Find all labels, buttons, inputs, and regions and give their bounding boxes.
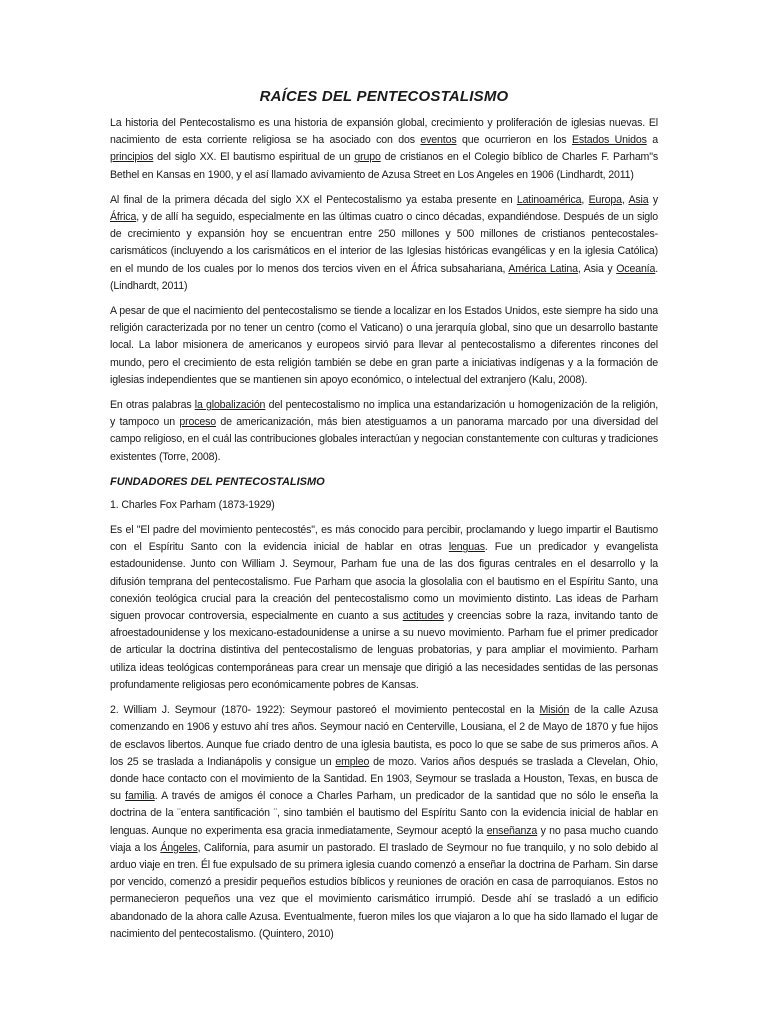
text: y no pasa mucho cuando viaja a los <box>110 824 658 854</box>
link-grupo[interactable]: grupo <box>354 151 381 164</box>
text: , <box>621 193 629 206</box>
text: . Fue un predicador y evangelista estadounidense. Junto con William J. Seymour, Parham fue una de las dos figuras centrales en el desarrollo y la difusión temprana del pentecostalismo. Fue Parham que asocia la glosolalia con el bautismo en el Espíritu Santo, una conexión teológica crucial para la creación del pentecostalismo como un movimiento distinto. Las ideas de Parham siguen provocar controversia, especialmente en cuanto a sus <box>110 541 658 623</box>
link-principios[interactable]: principios <box>110 151 154 164</box>
text: , y de allí ha seguido, especialmente en las últimas cuatro o cinco décadas, expandiéndose. Después de un siglo de crecimiento y expansión hoy se encuentran entre 250 millones y 500 millones de cristianos pentecostales-carismáticos (incluyendo a los carismáticos en el interior de las Iglesias históricas evangélicas y en la iglesia Católica) en el mundo de los cuales por lo menos dos tercios viven en el África subsahariana, <box>110 211 658 275</box>
text: Es el "El padre del movimiento pentecostés", es más conocido para percibir, proclamando y luego impartir el Bautismo con el Espíritu Santo con la evidencia inicial de hablar en otras <box>110 524 658 554</box>
link-estados-unidos[interactable]: Estados Unidos <box>571 134 647 147</box>
page-title: RAÍCES DEL PENTECOSTALISMO <box>259 88 509 105</box>
text: del siglo XX. El bautismo espiritual de un <box>153 151 355 164</box>
paragraph-1 <box>110 115 658 184</box>
text: y creencias sobre la raza, invitando tanto de afroestadounidense y los mexicano-estadounidense a unirse a su nuevo movimiento. Parham fue el primer predicador de articular la doctrina distintiva del pentecostalismo de lenguas probatorias, y para ampliar el movimiento. Parham utiliza ideas teológicas contemporáneas para crear un mensaje que dirigió a las necesidades sentidas de las personas profundamente religiosas pero económicamente pobres de Kansas. <box>110 610 658 691</box>
paragraph-3: A pesar de que el nacimiento del pentecostalismo se tiende a localizar en los Estados Unidos, este siempre ha sido una religión caracterizada por no tener un centro (como el Vaticano) o una jerarquía global, sino que un desarrollo bastante local. La labor misionera de americanos y europeos sirvió para llevar al pentecostalismo a diferentes rincones del mundo, pero el crecimiento de esta religión también se debe en gran parte a iniciativas indígenas y a la formación de iglesias independientes que se mantienen sin apoyo económico, o intelectual del extranjero (Kalu, 2008). <box>110 305 658 386</box>
link-europa[interactable]: Europa <box>588 193 622 206</box>
text: Al final de la primera década del siglo XX el Pentecostalismo ya estaba presente en <box>110 193 517 206</box>
text: de americanización, más bien atestiguamos a un panorama marcado por una diversidad del campo religioso, en el cuál las contribuciones globales interactúan y negocian constantemente con culturas y tradiciones existentes (Torre, 2008). <box>110 416 659 463</box>
text: La historia del Pentecostalismo es una historia de expansión global, crecimiento y proliferación de iglesias nuevas. El nacimiento de esta corriente religiosa se ha asociado con dos <box>110 117 658 147</box>
link-empleo[interactable]: empleo <box>335 755 370 768</box>
text: , <box>581 193 589 206</box>
link-la-globalizacion[interactable]: la globalización <box>194 399 266 412</box>
text: a <box>646 134 658 147</box>
paragraph-6 <box>110 702 658 943</box>
link-latinoamerica[interactable]: Latinoamérica <box>516 193 582 206</box>
link-lenguas[interactable]: lenguas <box>448 541 485 554</box>
section-heading: FUNDADORES DEL PENTECOSTALISMO <box>110 475 325 488</box>
text: En otras palabras <box>110 399 195 412</box>
paragraph-5 <box>110 522 658 694</box>
text: , Asia y <box>577 262 617 275</box>
link-eventos[interactable]: eventos <box>420 134 457 147</box>
link-mision[interactable]: Misión <box>539 704 570 717</box>
link-africa[interactable]: África <box>110 211 137 224</box>
text: 2. William J. Seymour (1870- 1922): Seymour pastoreó el movimiento pentecostal en la <box>110 704 540 717</box>
text: de cristianos en el Colegio bíblico de Charles F. Parham"s Bethel en Kansas en 1900, y el así llamado avivamiento de Azusa Street en Los Angeles en 1906 (Lindhardt, 2011) <box>110 151 658 181</box>
paragraph-2 <box>110 192 658 295</box>
link-actitudes[interactable]: actitudes <box>402 610 444 623</box>
text: . A través de amigos él conoce a Charles Parham, un predicador de la santidad que no sólo le enseña la doctrina de la ¨entera santificación ¨, sino también el bautismo del Espíritu Santo con la evidencia inicial de hablar en lenguas. Aunque no experimenta esa gracia inmediatamente, Seymour aceptó la <box>110 790 659 837</box>
link-ensenanza[interactable]: enseñanza <box>486 824 538 837</box>
link-proceso[interactable]: proceso <box>179 416 216 429</box>
link-oceania[interactable]: Oceanía <box>616 262 656 275</box>
text: . (Lindhardt, 2011) <box>110 262 659 292</box>
text: , California, para asumir un pastorado. El traslado de Seymour no fue tranquilo, y no solo debido al arduo viaje en tren. Él fue expulsado de su primera iglesia cuando comenzó a enseñar la doctrina de Parham. Sin darse por vencido, comenzó a presidir pequeños estudios bíblicos y reuniones de oración en casa de parroquianos. Estos no permanecieron pequeños una vez que el movimiento carismático irrumpió. Desde ahí se trasladó a un edificio abandonado de la ahora calle Azusa. Eventualmente, fueron miles los que viajaron a lo que ha sido llamado el lugar de nacimiento del pentecostalismo. (Quintero, 2010) <box>110 841 658 940</box>
text: y <box>648 193 658 206</box>
list-item-1-title: 1. Charles Fox Parham (1873-1929) <box>110 498 275 511</box>
link-asia[interactable]: Asia <box>628 193 649 206</box>
link-angeles[interactable]: Ángeles <box>160 841 198 854</box>
link-america-latina[interactable]: América Latina <box>508 262 578 275</box>
paragraph-4 <box>110 397 658 466</box>
text: de mozo. Varios años después se traslada a Clevelan, Ohio, donde hace contacto con el movimiento de la Santidad. En 1903, Seymour se traslada a Houston, Texas, en busca de su <box>110 755 658 803</box>
link-familia[interactable]: familia <box>125 790 155 803</box>
text: del pentecostalismo no implica una estandarización u homogenización de la religión, y tampoco un <box>110 399 659 429</box>
text: que ocurrieron en los <box>456 134 572 147</box>
text: de la calle Azusa comenzando en 1906 y estuvo ahí tres años. Seymour nació en Centerville, Lousiana, el 2 de Mayo de 1870 y fue hijos de esclavos libertos. Aunque fue criado dentro de una iglesia bautista, es poco lo que se sabe de sus primeros años. A los 25 se traslada a Indianápolis y consigue un <box>110 704 658 768</box>
